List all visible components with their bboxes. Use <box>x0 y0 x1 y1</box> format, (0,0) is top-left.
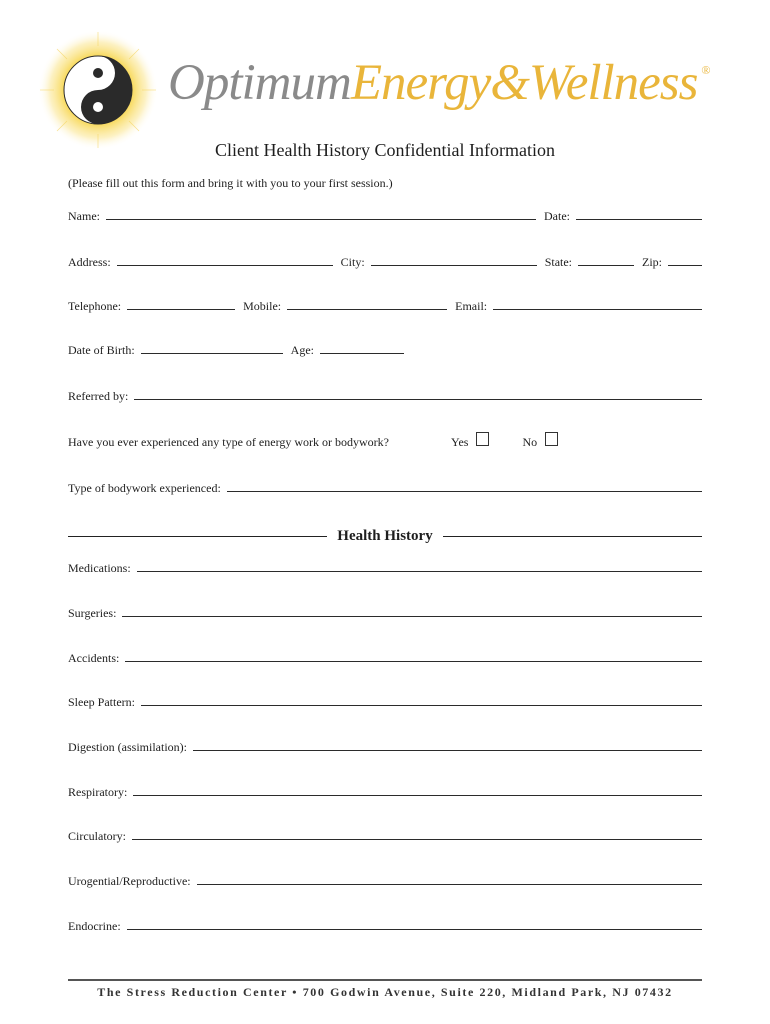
form-instructions: (Please fill out this form and bring it with you to your first session.) <box>68 176 393 190</box>
telephone-field[interactable] <box>127 309 235 310</box>
brand-name <box>168 55 710 111</box>
dob-row <box>68 338 702 358</box>
health-field-row <box>68 735 702 755</box>
zip-field[interactable] <box>668 265 702 266</box>
respiratory-label: Respiratory: <box>68 785 128 799</box>
address-field[interactable] <box>117 265 333 266</box>
yes-checkbox[interactable] <box>476 432 489 446</box>
health-field-row <box>68 914 702 934</box>
address-label: Address: <box>68 255 111 269</box>
section-rule-right <box>443 536 702 537</box>
accidents-field[interactable] <box>125 661 702 662</box>
bodywork-type-label: Type of bodywork experienced: <box>68 481 221 495</box>
contact-row <box>68 294 702 314</box>
zip-label: Zip: <box>642 255 663 269</box>
medications-field[interactable] <box>137 571 702 572</box>
no-checkbox[interactable] <box>545 432 558 446</box>
sleep-pattern-label: Sleep Pattern: <box>68 695 135 709</box>
age-label: Age: <box>290 343 314 357</box>
age-field[interactable] <box>320 353 404 354</box>
referred-by-label: Referred by: <box>68 389 129 403</box>
endocrine-field[interactable] <box>127 929 702 930</box>
surgeries-label: Surgeries: <box>68 606 117 620</box>
address-row <box>68 250 702 270</box>
dob-field[interactable] <box>141 353 283 354</box>
urogential-label: Urogential/Reproductive: <box>68 874 191 888</box>
brand-name-part1: Optimum <box>168 55 351 111</box>
telephone-label: Telephone: <box>68 299 122 313</box>
footer-rule <box>68 979 702 981</box>
health-history-heading: Health History <box>337 527 433 544</box>
sleep-pattern-field[interactable] <box>141 705 702 706</box>
name-label: Name: <box>68 209 100 223</box>
bodywork-type-field[interactable] <box>227 491 702 492</box>
yes-label: Yes <box>451 435 469 449</box>
mobile-label: Mobile: <box>243 299 282 313</box>
no-label: No <box>522 435 538 449</box>
bodywork-row <box>68 476 702 496</box>
name-field[interactable] <box>106 219 536 220</box>
accidents-label: Accidents: <box>68 651 120 665</box>
city-field[interactable] <box>371 265 537 266</box>
state-label: State: <box>544 255 573 269</box>
endocrine-label: Endocrine: <box>68 919 121 933</box>
registered-mark: ® <box>701 63 710 77</box>
respiratory-field[interactable] <box>133 795 702 796</box>
state-field[interactable] <box>578 265 634 266</box>
digestion-label: Digestion (assimilation): <box>68 740 187 754</box>
health-field-row <box>68 556 702 576</box>
health-field-row <box>68 780 702 800</box>
referred-by-field[interactable] <box>134 399 702 400</box>
brand-name-part2: Energy&Wellness <box>350 55 698 111</box>
section-rule-left <box>68 536 327 537</box>
footer-address: The Stress Reduction Center • 700 Godwin Avenue, Suite 220, Midland Park, NJ 07432 <box>97 985 673 999</box>
health-field-row <box>68 824 702 844</box>
referred-row <box>68 384 702 404</box>
health-field-row <box>68 690 702 710</box>
form-title: Client Health History Confidential Information <box>215 140 555 160</box>
urogential-field[interactable] <box>197 884 702 885</box>
health-field-row <box>68 646 702 666</box>
circulatory-field[interactable] <box>132 839 702 840</box>
date-field[interactable] <box>576 219 702 220</box>
email-field[interactable] <box>493 309 702 310</box>
yin-yang-sun-icon <box>36 28 160 152</box>
energy-question-row <box>68 430 702 450</box>
digestion-field[interactable] <box>193 750 702 751</box>
surgeries-field[interactable] <box>122 616 702 617</box>
health-history-divider <box>68 526 702 546</box>
date-label: Date: <box>544 209 570 223</box>
health-field-row <box>68 869 702 889</box>
mobile-field[interactable] <box>287 309 447 310</box>
name-date-row <box>68 204 702 224</box>
city-label: City: <box>340 255 365 269</box>
dob-label: Date of Birth: <box>68 343 135 357</box>
health-field-row <box>68 601 702 621</box>
energy-question-label: Have you ever experienced any type of energy work or bodywork? <box>68 435 389 449</box>
medications-label: Medications: <box>68 561 131 575</box>
circulatory-label: Circulatory: <box>68 829 126 843</box>
email-label: Email: <box>455 299 488 313</box>
